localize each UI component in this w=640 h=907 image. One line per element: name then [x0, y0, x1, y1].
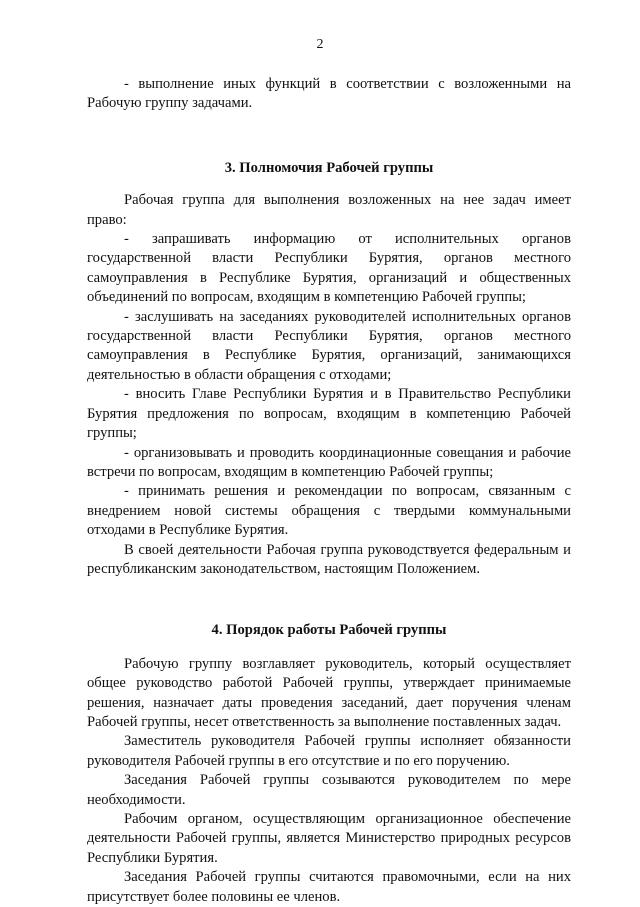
section-3-paragraph: - заслушивать на заседаниях руководителей исполнительных органов государственной власти Республики Бурятия, органов местного самоуправления в Республике Бурятия, организаций, занимающихся деятельностью в области обращения с отходами; — [87, 308, 571, 383]
section-4-paragraph: Рабочую группу возглавляет руководитель, который осуществляет общее руководство работой Рабочей группы, утверждает принимаемые решения, назначает даты проведения заседаний, дает поручения членам Рабочей группы, несет ответственность за выполнение поставленных задач. — [87, 655, 571, 730]
intro-paragraph: - выполнение иных функций в соответствии с возложенными на Рабочую группу задачами. — [87, 76, 571, 112]
section-4-paragraph: Заседания Рабочей группы созываются руководителем по мере необходимости. — [87, 772, 571, 808]
document-body — [87, 75, 571, 907]
section-3-paragraph: В своей деятельности Рабочая группа руководствуется федеральным и республиканским законодательством, настоящим Положением. — [87, 541, 571, 577]
section-4-paragraph: Заместитель руководителя Рабочей группы исполняет обязанности руководителя Рабочей группы в его отсутствие и по его поручению. — [87, 733, 571, 769]
section-3-paragraph: - принимать решения и рекомендации по вопросам, связанным с внедрением новой системы обращения с твердыми коммунальными отходами в Республике Бурятия. — [87, 483, 571, 539]
section-3-paragraph: - вносить Главе Республики Бурятия и в Правительство Республики Бурятия предложения по вопросам, входящим в компетенцию Рабочей группы; — [87, 386, 571, 442]
section-3-paragraph: Рабочая группа для выполнения возложенных на нее задач имеет право: — [87, 192, 571, 228]
section-4-heading: 4. Порядок работы Рабочей группы — [211, 622, 447, 639]
section-3-paragraph: - организовывать и проводить координационные совещания и рабочие встречи по вопросам, входящим в компетенцию Рабочей группы; — [87, 444, 571, 480]
page-number: 2 — [316, 37, 324, 52]
section-4-paragraph: Заседания Рабочей группы считаются правомочными, если на них присутствует более половины ее членов. — [87, 869, 571, 905]
section-4-paragraph: Рабочим органом, осуществляющим организационное обеспечение деятельности Рабочей группы, является Министерство природных ресурсов Республики Бурятия. — [87, 811, 571, 866]
section-3-paragraph: - запрашивать информацию от исполнительных органов государственной власти Республики Бурятия, органов местного самоуправления в Республике Бурятия, организаций и общественных объединений по вопросам, входящим в компетенцию Рабочей группы; — [87, 231, 571, 306]
section-3-heading: 3. Полномочия Рабочей группы — [224, 159, 434, 176]
